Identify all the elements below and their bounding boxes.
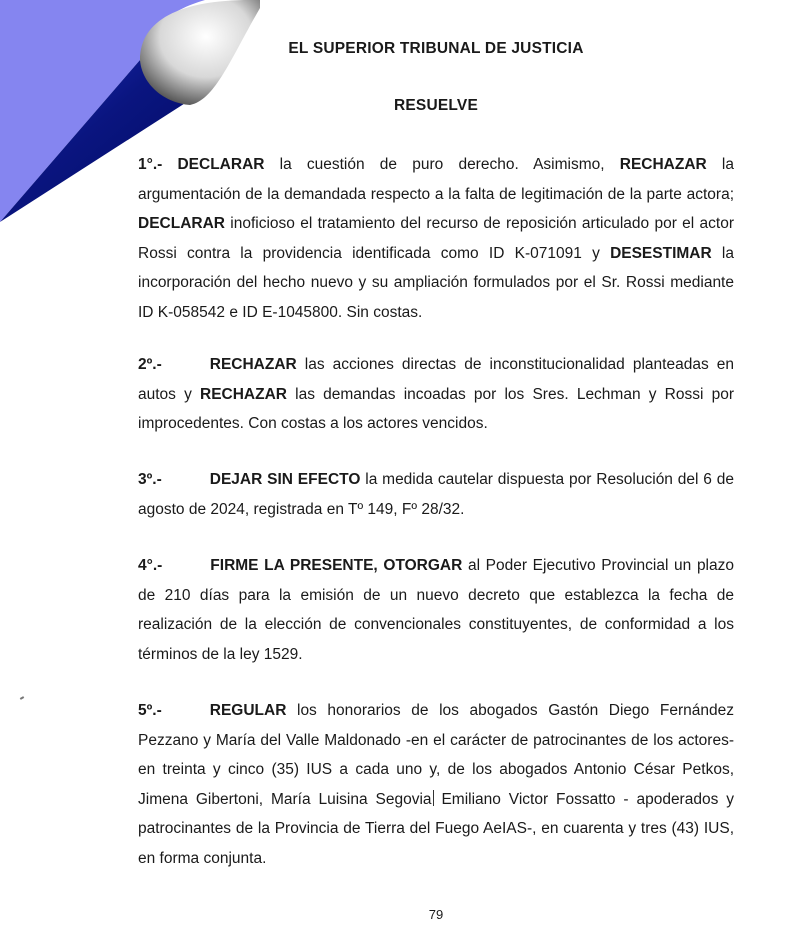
bold-verb: RECHAZAR [619,156,707,173]
bold-verb: DESESTIMAR [610,244,712,262]
item-text: Emiliano Victor Fossatto - apoderados y patrocinantes de la Provincia de Tierra del Fuego AeIAS-, en cuarenta y tres (43) IUS, en forma conjunta. [138,790,734,867]
bold-verb: RECHAZAR [200,385,287,403]
item-number: 4°.- [138,557,163,574]
resolves-heading: RESUELVE [394,97,478,114]
item-text: la incorporación del hecho nuevo y su ampliación formulados por el Sr. Rossi mediante ID K-058542 e ID E-1045800. Sin costas. [138,244,734,321]
item-text: al Poder Ejecutivo Provincial un plazo de 210 días para la emisión de un nuevo decreto que establezca la fecha de realización de la elección de convencionales constituyentes, de conformidad a los términos de la ley 1529. [138,557,734,663]
item-number: 1°.- [138,156,163,173]
scan-speck [20,696,24,700]
resolution-item-5 [138,696,734,874]
bold-verb: REGULAR [209,702,287,719]
item-text: la medida cautelar dispuesta por Resolución del 6 de agosto de 2024, registrada en Tº 149, Fº 28/32. [138,471,734,518]
bold-verb: RECHAZAR [209,356,297,373]
resolution-item-2 [138,350,734,439]
item-number: 3º.- [138,471,162,488]
resolution-item-3 [138,465,734,524]
item-text: las demandas incoadas por los Sres. Lechman y Rossi por improcedentes. Con costas a los actores vencidos. [138,385,735,433]
item-text: las acciones directas de inconstitucionalidad planteadas en autos y [138,356,734,403]
bold-verb: DECLARAR [138,215,225,233]
resolution-item-4 [138,551,734,669]
item-text: inoficioso el tratamiento del recurso de reposición articulado por el actor Rossi contra la providencia identificada como ID K-071091 y [138,215,734,262]
court-heading: EL SUPERIOR TRIBUNAL DE JUSTICIA [288,40,584,57]
page-number: 79 [428,907,444,922]
resolution-item-1 [138,150,734,328]
item-text: la cuestión de puro derecho. Asimismo, [264,156,620,173]
bold-verb: FIRME LA PRESENTE, OTORGAR [210,557,463,574]
bold-verb: DECLARAR [177,156,265,173]
item-text: la argumentación de la demandada respecto a la falta de legitimación de la parte actora; [138,156,734,203]
item-number: 5º.- [138,702,162,719]
item-text: los honorarios de los abogados Gastón Diego Fernández Pezzano y María del Valle Maldonado -en el carácter de patrocinantes de los actores- en treinta y cinco (35) IUS a cada uno y, de los abogados Antonio César Petkos, Jimena Gibertoni, María Luisina Segovia [138,702,734,808]
item-number: 2º.- [138,356,162,373]
bold-verb: DEJAR SIN EFECTO [209,471,361,488]
